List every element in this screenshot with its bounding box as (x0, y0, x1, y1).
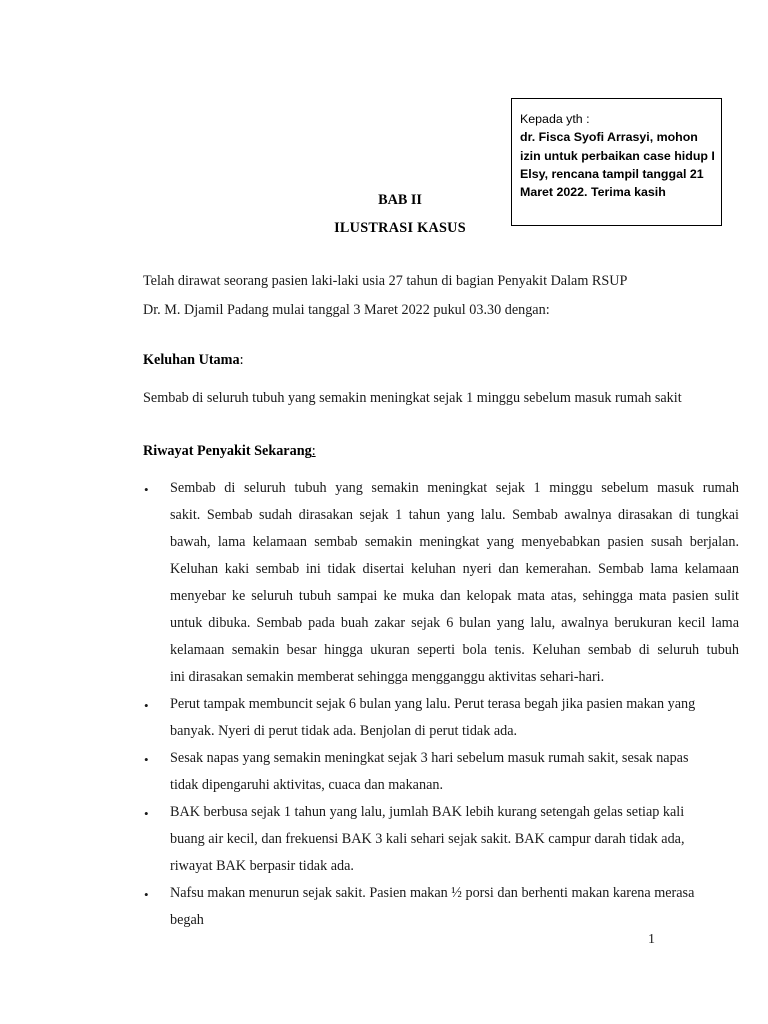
bullet-line: tidak dipengaruhi aktivitas, cuaca dan makanan. (170, 777, 444, 793)
bullet-marker: • (144, 698, 149, 713)
bullet-line: menyebar ke seluruh tubuh sampai ke muka dan kelopak mata atas, sehingga mata pasien sulit (170, 588, 739, 604)
note-line: Maret 2022. Terima kasih (520, 185, 666, 200)
bullet-line: sakit. Sembab sudah dirasakan sejak 1 tahun yang lalu. Sembab awalnya dirasakan di tungkai (170, 507, 739, 523)
note-line: Elsy, rencana tampil tanggal 21 (520, 166, 704, 181)
bullet-line: Perut tampak membuncit sejak 6 bulan yang lalu. Perut terasa begah jika pasien makan yang (170, 696, 696, 712)
bullet-line: Keluhan kaki sembab ini tidak disertai keluhan nyeri dan kemerahan. Sembab lama kelamaan (170, 561, 739, 577)
note-line: izin untuk perbaikan case hidup I (520, 148, 715, 163)
bullet-line: buang air kecil, dan frekuensi BAK 3 kali sehari sejak sakit. BAK campur darah tidak ada, (170, 831, 685, 847)
bullet-line: Nafsu makan menurun sejak sakit. Pasien makan ½ porsi dan berhenti makan karena merasa (170, 885, 695, 901)
section-colon: : (311, 443, 316, 459)
chapter-heading: BAB II (378, 192, 422, 208)
bullet-line: BAK berbusa sejak 1 tahun yang lalu, jumlah BAK lebih kurang setengah gelas setiap kali (170, 804, 685, 820)
bullet-marker: • (144, 887, 149, 902)
bullet-line: bawah, lama kelamaan sembab semakin meningkat yang menyebabkan pasien susah berjalan. (170, 534, 739, 550)
chapter-title: ILUSTRASI KASUS (334, 220, 466, 236)
bullet-marker: • (144, 482, 149, 497)
bullet-marker: • (144, 752, 149, 767)
bullet-line: banyak. Nyeri di perut tidak ada. Benjolan di perut tidak ada. (170, 723, 518, 739)
bullet-line: Sesak napas yang semakin meningkat sejak 3 hari sebelum masuk rumah sakit, sesak napas (170, 750, 689, 766)
intro-line: Telah dirawat seorang pasien laki-laki usia 27 tahun di bagian Penyakit Dalam RSUP (143, 273, 628, 289)
section-colon: : (239, 352, 244, 368)
page-number: 1 (648, 932, 655, 947)
bullet-line: untuk dibuka. Sembab pada buah zakar sejak 6 bulan yang lalu, awalnya berukuran kecil lama (170, 615, 739, 631)
note-line: dr. Fisca Syofi Arrasyi, mohon (520, 130, 698, 145)
bullet-line: Sembab di seluruh tubuh yang semakin meningkat sejak 1 minggu sebelum masuk rumah (170, 480, 739, 496)
section-label: Riwayat Penyakit Sekarang (143, 443, 312, 459)
bullet-line: riwayat BAK berpasir tidak ada. (170, 858, 354, 874)
bullet-line: ini dirasakan semakin memberat sehingga mengganggu aktivitas sehari-hari. (170, 669, 605, 685)
section-heading-keluhan (143, 352, 244, 369)
bullet-marker: • (144, 806, 149, 821)
keluhan-text: Sembab di seluruh tubuh yang semakin meningkat sejak 1 minggu sebelum masuk rumah sakit (143, 390, 682, 406)
bullet-line: begah (170, 912, 204, 928)
section-label: Keluhan Utama (143, 352, 240, 368)
note-line: Kepada yth : (520, 112, 590, 126)
intro-line: Dr. M. Djamil Padang mulai tanggal 3 Maret 2022 pukul 03.30 dengan: (143, 302, 550, 318)
section-heading-riwayat (143, 443, 316, 460)
bullet-line: kelamaan semakin besar hingga ukuran seperti bola tenis. Keluhan sembab di seluruh tubuh (170, 642, 739, 658)
